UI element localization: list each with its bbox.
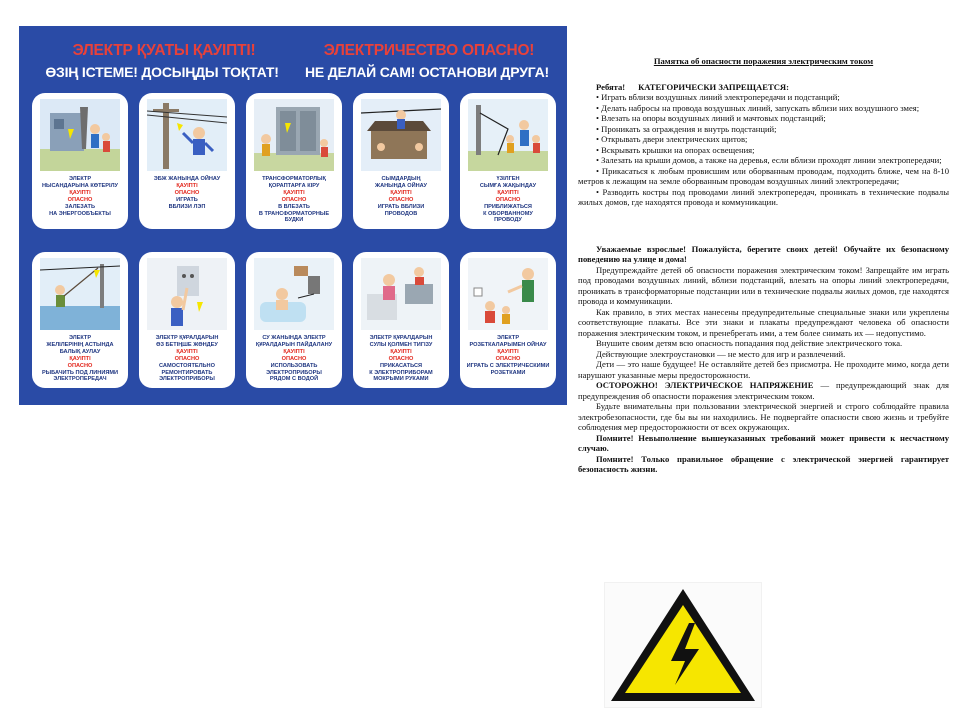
memo-paragraph: Действующие электроустановки — не место для игр и развлечений. [596,348,846,359]
memo-paragraph: Как правило, в этих местах нанесены предупредительные специальные знаки или укреплены соответствующие плакаты. Все эти знаки и плакаты предупреждают человека об опасности поражения электрическим током, и пренебрегать ими, а тем более снимать их — недопустимо. [578,306,949,338]
memo-bullet: • Играть вблизи воздушных линий электропередачи и подстанций; [596,92,840,102]
poster-card: СУ ЖАНЫНДА ЭЛЕКТР ҚҰРАЛДАРЫН ПАЙДАЛАНУ ҚАУІПТІ ОПАСНО ИСПОЛЬЗОВАТЬ ЭЛЕКТРОПРИБОРЫ РЯДОМ С ВОДОЙ [246,252,342,388]
poster-card: ҮЗІЛГЕН СЫМҒА ЖАҚЫНДАУ ҚАУІПТІ ОПАСНО ПРИБЛИЖАТЬСЯ К ОБОРВАННОМУ ПРОВОДУ [460,93,556,229]
memo-greeting: Ребята! [596,81,626,92]
memo-paragraph: Предупреждайте детей об опасности поражения электрическим током! Запрещайте им играть под проводами воздушных линий, вблизи подстанций, влезать на опоры линий электропередачи, проникать в трансформаторные подстанции или в технические подвалы жилых домов, где находятся провода и коммуникации. [578,264,949,306]
memo-bullet: • Залезать на крыши домов, а также на деревья, если вблизи проходят линии электропередачи; [596,155,942,165]
poster-card: ЭЛЕКТР ҚҰРАЛДАРЫН ӨЗ БЕТІҢШЕ ЖӨНДЕУ ҚАУІПТІ ОПАСНО САМОСТОЯТЕЛЬНО РЕМОНТИРОВАТЬ ЭЛЕКТРОПРИБОРЫ [139,252,235,388]
memo-forbidden-heading: КАТЕГОРИЧЕСКИ ЗАПРЕЩАЕТСЯ: [638,81,789,92]
memo-greeting-line [578,82,949,93]
broken-wire-illustration [468,99,548,171]
water-appliance-illustration [254,258,334,330]
high-voltage-warning-icon [604,582,762,708]
poster-card: ЭБЖ ЖАНЫНДА ОЙНАУ ҚАУІПТІ ОПАСНО ИГРАТЬ ВБЛИЗИ ЛЭП [139,93,235,229]
poster-subtitle-ru: НЕ ДЕЛАЙ САМ! ОСТАНОВИ ДРУГА! [305,64,549,80]
poster-card: ТРАНСФОРМАТОРЛЫҚ ҚОРАПТАРҒА КІРУ ҚАУІПТІ ОПАСНО В ВЛЕЗАТЬ В ТРАНСФОРМАТОРНЫЕ БУДКИ [246,93,342,229]
memo-bullet: • Открывать двери электрических щитов; [596,134,748,144]
memo-bullet: • Разводить костры под проводами линий электропередач, проникать в технические подвалы жилых домов, где находятся провода и коммуникации. [578,186,949,207]
memo-voltage-warning: ОСТОРОЖНО! ЭЛЕКТРИЧЕСКОЕ НАПРЯЖЕНИЕ [596,380,814,390]
memo-bullet: • Вскрывать крышки на опорах освещения; [596,144,755,155]
power-line-play-illustration [147,99,227,171]
memo-paragraph: Внушите своим детям всю опасность попадания под действие электрического тока. [596,338,903,348]
poster-subtitle-kz: ӨЗІҢ ІСТЕМЕ! ДОСЫҢДЫ ТОҚТАТ! [45,64,279,80]
memo-paragraph: Дети — это наше будущее! Не оставляйте детей без присмотра. Не проходите мимо, когда дети нарушают указанные меры предосторожности. [578,359,949,380]
memo-paragraph: Будьте внимательны при пользовании электрической энергией и строго соблюдайте правила электробезопасности, где бы вы ни находились. Не подвергайте опасности свою жизнь и требуйте соблюдения мер предосторожности от всех окружающих. [578,401,949,432]
poster-card: ЭЛЕКТР НЫСАНДАРЫНА КӨТЕРІЛУ ҚАУІПТІ ОПАСНО ЗАЛЕЗАТЬ НА ЭНЕРГООБЪЕКТЫ [32,93,128,229]
memo-bullet: • Делать набросы на провода воздушных линий, запускать вблизи них воздушного змея; [596,102,920,113]
sockets-illustration [468,258,548,330]
poster-title-ru: ЭЛЕКТРИЧЕСТВО ОПАСНО! [323,42,535,59]
memo-bullet: • Прикасаться к любым провисшим или оборванным проводам, подходить ближе, чем на 8-10 метров к лежащим на земле оборванным проводам воздушных линий электропередачи; [578,165,949,186]
poster-card: ЭЛЕКТР РОЗЕТКАЛАРЫМЕН ОЙНАУ ҚАУІПТІ ОПАСНО ИГРАТЬ С ЭЛЕКТРИЧЕСКИМИ РОЗЕТКАМИ [460,252,556,388]
wires-play-illustration [361,99,441,171]
poster-card: СЫМДАРДЫҢ ЖАНЫНДА ОЙНАУ ҚАУІПТІ ОПАСНО ИГРАТЬ ВБЛИЗИ ПРОВОДОВ [353,93,449,229]
transformer-booth-illustration [254,99,334,171]
memo-bullet: • Влезать на опоры воздушных линий и мачтовых подстанций; [596,113,826,123]
energy-object-illustration [40,99,120,171]
fishing-illustration [40,258,120,330]
memo-title: Памятка об опасности поражения электрическим током [653,56,874,66]
safety-poster [19,26,567,405]
memo-adults-heading: Уважаемые взрослые! Пожалуйста, берегите своих детей! Обучайте их безопасному поведению на улице и дома! [578,243,949,264]
safety-memo [578,56,949,475]
repair-illustration [147,258,227,330]
wet-hands-illustration [361,258,441,330]
memo-reminder: Помните! Невыполнение вышеуказанных требований может привести к несчастному случаю. [578,432,949,453]
memo-bullet: • Проникать за ограждения и внутрь подстанций; [596,123,777,134]
memo-reminder: Помните! Только правильное обращение с электрической энергией гарантирует безопасность жизни. [578,453,949,474]
poster-card: ЭЛЕКТР ЖЕЛІЛЕРІНІҢ АСТЫНДА БАЛЫҚ АУЛАУ ҚАУІПТІ ОПАСНО РЫБАЧИТЬ ПОД ЛИНИЯМИ ЭЛЕКТРОПЕРЕДАЧ [32,252,128,388]
poster-card: ЭЛЕКТР ҚҰРАЛДАРЫН СУЛЫ ҚОЛМЕН ТИГІЗУ ҚАУІПТІ ОПАСНО ПРИКАСАТЬСЯ К ЭЛЕКТРОПРИБОРАМ МОКРЫМИ РУКАМИ [353,252,449,388]
poster-title-kz: ЭЛЕКТР ҚУАТЫ ҚАУІПТІ! [72,42,256,59]
warning-triangle [605,583,761,707]
memo-paragraph: ОСТОРОЖНО! ЭЛЕКТРИЧЕСКОЕ НАПРЯЖЕНИЕ — предупреждающий знак для предупреждения об опасности поражения электрическим током. [578,380,949,401]
